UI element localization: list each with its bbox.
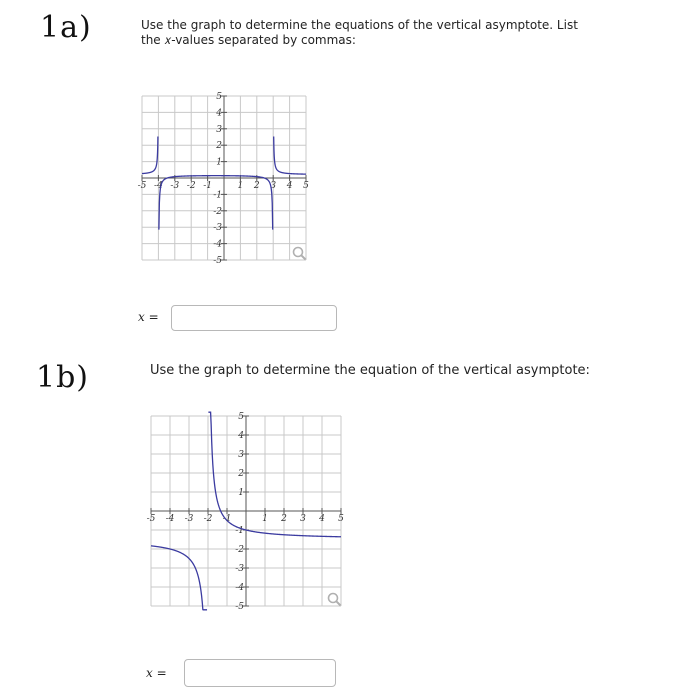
y-tick-label: -3 [213,223,222,234]
y-tick-label: 2 [216,141,222,152]
x-tick-label: -1 [203,181,212,191]
x-tick-label: 1 [262,514,268,524]
graph-1a [137,92,309,266]
y-tick-label: -4 [235,583,244,593]
y-tick-label: -5 [213,256,222,266]
answer-1b-input[interactable] [184,659,336,687]
y-tick-label: -1 [213,190,222,201]
answer-1b-label [146,666,167,680]
y-tick-label: -2 [235,545,244,555]
answer-1b-equals: = [156,666,167,680]
y-tick-label: -4 [213,239,222,250]
question-1a-label: 1a) [40,10,92,45]
y-tick-label: 3 [238,450,244,460]
question-1a-prompt: Use the graph to determine the equations of the vertical asymptote. List the 𝑥-values separated by commas: [141,18,578,47]
answer-1b-variable: x [146,666,153,680]
magnifier-icon [329,594,341,606]
x-tick-label: 1 [237,181,244,191]
magnifier-handle [301,255,305,259]
x-tick-label: 3 [270,181,277,191]
question-1b-label: 1b) [36,360,89,395]
answer-1a-equals: = [148,310,159,324]
magnifier-handle [336,601,340,605]
magnifier-lens [294,248,303,257]
x-tick-label: -2 [203,514,213,524]
curve [151,546,207,610]
y-tick-label: 4 [216,108,222,119]
y-tick-label: 5 [216,92,222,102]
answer-1a-label [138,310,159,324]
question-1b-prompt: Use the graph to determine the equation of the vertical asymptote: [150,363,590,378]
y-tick-label: 5 [238,412,244,422]
y-tick-label: -5 [235,602,244,612]
y-tick-label: -1 [235,526,244,536]
magnifier-icon [294,248,306,260]
x-tick-label: 2 [281,514,287,524]
x-tick-label: -3 [170,181,180,191]
x-tick-label: 4 [286,181,293,191]
x-tick-label: 3 [300,514,306,524]
answer-1a-input[interactable] [171,305,337,331]
curve [142,136,158,173]
magnifier-lens [329,594,338,603]
x-tick-label: -5 [146,514,156,524]
x-tick-label: 2 [253,181,260,191]
y-tick-label: -3 [235,564,244,574]
answer-1a-variable: x [138,310,145,324]
x-tick-label: -3 [184,514,194,524]
x-tick-label: 5 [303,181,309,191]
y-tick-label: 4 [238,431,244,441]
y-tick-label: 1 [238,488,244,498]
y-tick-label: 1 [216,157,222,168]
x-tick-label: -2 [186,181,196,191]
y-tick-label: 3 [216,124,222,135]
x-tick-label: 4 [319,514,325,524]
x-tick-label: -4 [154,181,163,191]
x-tick-label: 5 [338,514,344,524]
y-tick-label: -2 [213,206,222,217]
x-tick-label: -4 [165,514,175,524]
y-tick-label: 2 [238,469,244,479]
x-tick-label: -5 [137,181,147,191]
x-tick-label: -1 [222,514,232,524]
graph-1b [146,412,344,612]
